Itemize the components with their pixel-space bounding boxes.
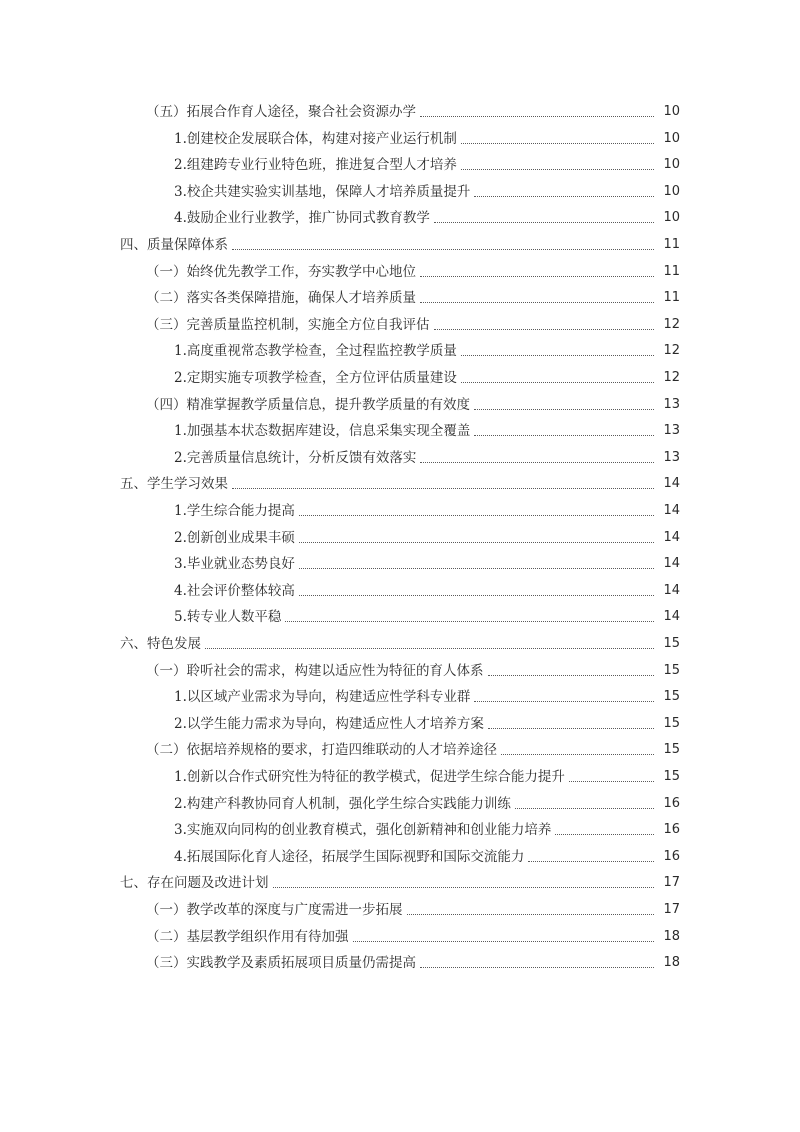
dot-leader xyxy=(474,196,654,197)
toc-entry[interactable] xyxy=(174,526,680,548)
dot-leader xyxy=(299,542,654,543)
toc-entry-title: 4.拓展国际化育人途径，拓展学生国际视野和国际交流能力 xyxy=(174,848,525,865)
toc-entry-title: （四）精准掌握教学质量信息，提升教学质量的有效度 xyxy=(146,396,470,413)
toc-entry[interactable] xyxy=(146,951,680,973)
toc-page-number: 15 xyxy=(663,715,680,731)
toc-page-number: 18 xyxy=(663,928,680,944)
dot-leader xyxy=(420,967,654,968)
toc-entry-title: 2.组建跨专业行业特色班，推进复合型人才培养 xyxy=(174,157,457,174)
toc-page-number: 12 xyxy=(663,370,680,385)
toc-entry-title: 五、学生学习效果 xyxy=(120,476,228,493)
toc-page-number: 16 xyxy=(663,822,680,838)
toc-entry-title: （五）拓展合作育人途径，聚合社会资源办学 xyxy=(146,104,416,120)
dot-leader xyxy=(528,861,654,862)
dot-leader xyxy=(434,222,654,223)
dot-leader xyxy=(299,568,654,569)
toc-page-number: 17 xyxy=(663,875,680,891)
toc-page-number: 14 xyxy=(663,476,680,492)
dot-leader xyxy=(501,754,654,755)
toc-entry-title: 1.创建校企发展联合体，构建对接产业运行机制 xyxy=(174,130,457,147)
dot-leader xyxy=(407,914,655,915)
toc-page-number: 17 xyxy=(663,902,680,917)
toc-page-number: 10 xyxy=(663,104,680,119)
toc-entry-title: （二）依据培养规格的要求，打造四维联动的人才培养途径 xyxy=(146,742,497,759)
toc-page-number: 12 xyxy=(663,316,680,332)
toc-entry[interactable] xyxy=(120,632,680,654)
dot-leader xyxy=(299,515,654,516)
toc-page-number: 16 xyxy=(663,848,680,864)
toc-entry[interactable] xyxy=(146,738,680,760)
toc-entry-title: 六、特色发展 xyxy=(120,636,201,652)
toc-entry[interactable] xyxy=(120,871,680,893)
dot-leader xyxy=(232,488,654,489)
toc-entry[interactable] xyxy=(146,393,680,415)
dot-leader xyxy=(515,808,654,809)
toc-entry-title: 2.构建产科教协同育人机制，强化学生综合实践能力训练 xyxy=(174,795,511,812)
toc-page-number: 15 xyxy=(663,742,680,758)
toc-entry-title: （一）教学改革的深度与广度需进一步拓展 xyxy=(146,902,403,918)
toc-entry-title: 1.创新以合作式研究性为特征的教学模式，促进学生综合能力提升 xyxy=(174,769,565,785)
toc-page-number: 14 xyxy=(663,529,680,545)
toc-page-number: 10 xyxy=(663,130,680,146)
dot-leader xyxy=(420,302,654,303)
toc-entry[interactable] xyxy=(146,925,680,947)
toc-entry-title: 5.转专业人数平稳 xyxy=(174,609,282,626)
dot-leader xyxy=(461,143,654,144)
toc-entry-title: （三）完善质量监控机制，实施全方位自我评估 xyxy=(146,316,430,333)
dot-leader xyxy=(488,675,655,676)
toc-entry-title: 3.实施双向同构的创业教育模式，强化创新精神和创业能力培养 xyxy=(174,822,552,839)
toc-entry-title: 2.创新创业成果丰硕 xyxy=(174,529,295,546)
toc-entry-title: 4.社会评价整体较高 xyxy=(174,582,295,599)
toc-entry-title: 4.鼓励企业行业教学，推广协同式教育教学 xyxy=(174,210,430,227)
toc-entry[interactable] xyxy=(120,472,680,494)
toc-entry[interactable] xyxy=(174,153,680,175)
dot-leader xyxy=(420,116,654,117)
toc-page-number: 13 xyxy=(663,396,680,412)
toc-entry[interactable] xyxy=(174,845,680,867)
toc-page-number: 11 xyxy=(663,237,680,252)
toc-page-number: 10 xyxy=(663,157,680,173)
toc-entry[interactable] xyxy=(174,685,680,707)
toc-entry[interactable] xyxy=(146,898,680,920)
toc-page-number: 15 xyxy=(663,769,680,784)
toc-entry-title: （三）实践教学及素质拓展项目质量仍需提高 xyxy=(146,955,416,972)
toc-entry-title: （二）基层教学组织作用有待加强 xyxy=(146,928,349,945)
toc-entry[interactable] xyxy=(120,233,680,255)
toc-page-number: 15 xyxy=(663,689,680,705)
dot-leader xyxy=(205,648,654,649)
toc-entry[interactable] xyxy=(174,818,680,840)
toc-entry[interactable] xyxy=(174,579,680,601)
dot-leader xyxy=(420,276,654,277)
dot-leader xyxy=(299,595,654,596)
toc-entry[interactable] xyxy=(174,446,680,468)
dot-leader xyxy=(488,728,654,729)
toc-entry[interactable] xyxy=(146,313,680,335)
toc-entry[interactable] xyxy=(174,127,680,149)
toc-page-number: 11 xyxy=(663,290,680,306)
dot-leader xyxy=(232,249,654,250)
dot-leader xyxy=(569,781,654,782)
toc-page-number: 14 xyxy=(663,582,680,598)
toc-page-number: 11 xyxy=(663,263,680,279)
toc-page-number: 13 xyxy=(663,423,680,439)
toc-page-number: 16 xyxy=(663,795,680,811)
toc-entry-title: 七、存在问题及改进计划 xyxy=(120,875,269,892)
toc-page-number: 14 xyxy=(663,556,680,572)
toc-entry[interactable] xyxy=(174,605,680,627)
toc-entry-title: 1.以区域产业需求为导向，构建适应性学科专业群 xyxy=(174,689,471,706)
toc-entry[interactable] xyxy=(174,180,680,202)
toc-entry-title: （一）始终优先教学工作，夯实教学中心地位 xyxy=(146,263,416,280)
dot-leader xyxy=(273,887,655,888)
dot-leader xyxy=(461,169,654,170)
toc-entry[interactable] xyxy=(174,339,680,361)
toc-entry[interactable] xyxy=(174,712,680,734)
toc-page-number: 13 xyxy=(663,449,680,465)
dot-leader xyxy=(461,382,654,383)
dot-leader xyxy=(474,701,654,702)
toc-entry-title: 四、质量保障体系 xyxy=(120,237,228,253)
toc-page-number: 10 xyxy=(663,183,680,199)
dot-leader xyxy=(353,941,655,942)
toc-entry-title: 3.校企共建实验实训基地，保障人才培养质量提升 xyxy=(174,183,471,200)
toc-entry-title: 3.毕业就业态势良好 xyxy=(174,556,295,573)
dot-leader xyxy=(461,355,654,356)
dot-leader xyxy=(555,834,654,835)
toc-entry[interactable] xyxy=(146,659,680,681)
toc-entry[interactable] xyxy=(174,206,680,228)
toc-entry[interactable] xyxy=(174,366,680,388)
dot-leader xyxy=(420,462,654,463)
toc-entry[interactable] xyxy=(174,765,680,787)
toc-entry[interactable] xyxy=(174,552,680,574)
toc-page-number: 15 xyxy=(663,662,680,678)
toc-entry-title: 1.加强基本状态数据库建设，信息采集实现全覆盖 xyxy=(174,423,471,440)
toc-page-number: 18 xyxy=(663,955,680,971)
dot-leader xyxy=(434,329,655,330)
toc-entry-title: 2.完善质量信息统计，分析反馈有效落实 xyxy=(174,449,417,466)
toc-entry-title: （一）聆听社会的需求，构建以适应性为特征的育人体系 xyxy=(146,662,484,679)
toc-entry[interactable] xyxy=(174,499,680,521)
toc-entry-title: 2.定期实施专项教学检查，全方位评估质量建设 xyxy=(174,370,457,386)
toc-page-number: 12 xyxy=(663,343,680,359)
dot-leader xyxy=(474,435,654,436)
toc-entry-title: 2.以学生能力需求为导向，构建适应性人才培养方案 xyxy=(174,715,484,732)
toc-page-number: 14 xyxy=(663,503,680,518)
toc-page-number: 14 xyxy=(663,609,680,625)
toc-entry[interactable] xyxy=(146,100,680,122)
toc-entry[interactable] xyxy=(146,286,680,308)
toc-entry[interactable] xyxy=(146,260,680,282)
dot-leader xyxy=(474,409,654,410)
toc-page-number: 10 xyxy=(663,210,680,226)
toc-entry-title: 1.学生综合能力提高 xyxy=(174,503,295,519)
dot-leader xyxy=(285,621,654,622)
toc-entry-title: 1.高度重视常态教学检查，全过程监控教学质量 xyxy=(174,343,457,360)
toc-page-number: 15 xyxy=(663,636,680,651)
toc-entry-title: （二）落实各类保障措施，确保人才培养质量 xyxy=(146,290,416,307)
toc-entry[interactable] xyxy=(174,419,680,441)
toc-entry[interactable] xyxy=(174,792,680,814)
